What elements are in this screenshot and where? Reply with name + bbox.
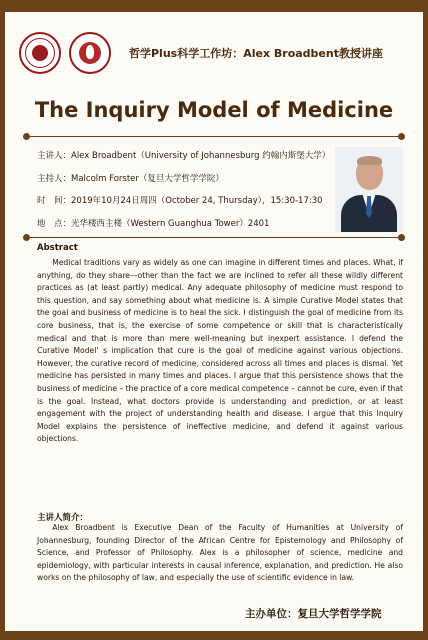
lecture-poster xyxy=(5,7,423,631)
abstract-heading: Abstract xyxy=(37,243,78,253)
speaker-line: 主讲人：Alex Broadbent（University of Johannesburg 约翰内斯堡大学） xyxy=(37,151,331,161)
divider-top xyxy=(27,136,401,137)
divider-middle xyxy=(27,237,401,238)
organizer-line: 主办单位：复旦大学哲学学院 xyxy=(245,608,382,620)
abstract-text: Medical traditions vary as widely as one can imagine in different times and places. What, if anything, do they share—other than the fact we are inclined to refer all these wildly different practices as (at least partly) medical. Any adequate philosophy of medicine must respond to this question, and say something about what medicine is. A simple Curative Model states that the goal and business of medicine is to heal the sick. I distinguish the goal of medicine from its core business, that is, the exercise of some competence or skill that is characteristically medical and that is more than mere well-meaning but inexpert assistance. I defend the Curative Model’ s implication that cure is the goal of medicine against various objections. However, the curative record of medicine, considered across all times and places is dismal. Yet medicine has persisted in many times and places. I argue that this persistence shows that the business of medicine – the practice of a core medical competence – cannot be cure, even if that is the goal. Instead, what doctors provide is understanding and prediction, or at least engagement with the project of understanding health and disease. I argue that this Inquiry Model explains the persistence of ineffective medicine, and defend it against various objections. xyxy=(37,258,403,444)
workshop-title: 哲学Plus科学工作坊：Alex Broadbent教授讲座 xyxy=(129,47,383,60)
time-line: 时 间：2019年10月24日周四（October 24, Thursday），15:30-17:30 xyxy=(37,196,323,206)
place-line: 地 点：光华楼西主楼（Western Guanghua Tower）2401 xyxy=(37,219,270,229)
top-border-bar xyxy=(5,7,423,12)
bio-heading: 主讲人简介： xyxy=(37,513,89,523)
school-emblem-icon xyxy=(69,32,111,74)
lecture-title: The Inquiry Model of Medicine xyxy=(34,98,394,122)
speaker-photo xyxy=(335,147,403,232)
host-line: 主持人：Malcolm Forster（复旦大学哲学学院） xyxy=(37,174,224,184)
bio-text: Alex Broadbent is Executive Dean of the Faculty of Humanities at University of Johannesburg, founding Director of the African Centre for Epistemology and Philosophy of Science, and Professor of Philosophy. Alex is a philosopher of science, medicine and epidemiology, with particular interests in causal inference, explanation, and prediction. He also works on the philosophy of law, and especially the use of scientific evidence in law. xyxy=(37,523,403,583)
university-seal-icon xyxy=(19,32,61,74)
